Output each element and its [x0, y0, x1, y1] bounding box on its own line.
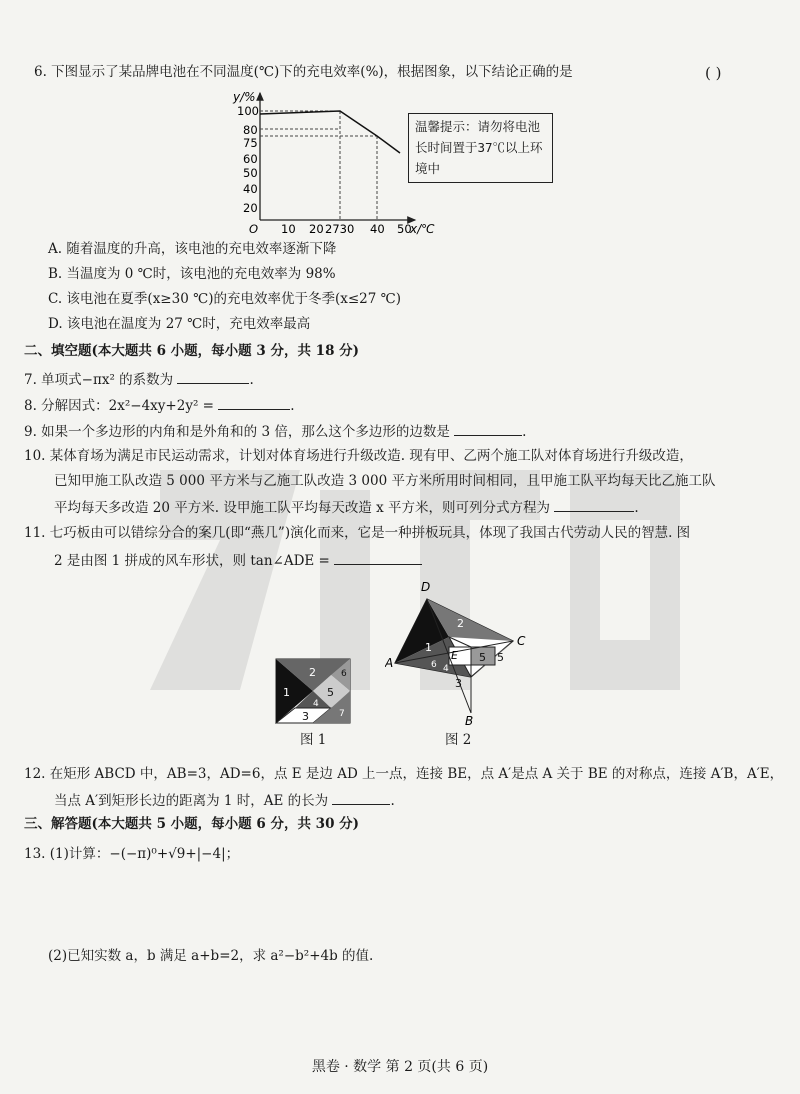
q8-blank[interactable]	[218, 395, 290, 410]
q8: 8. 分解因式：2x²−4xy+2y² = .	[24, 395, 295, 415]
q11-line-1: 11. 七巧板由可以错综分合的案几(即“燕几”)演化而来，它是一种拼板玩具，体现了我国古代劳动人民的智慧. 图	[24, 525, 691, 541]
fig2-piece-3: 3	[455, 677, 462, 690]
x-tick-40: 40	[370, 222, 385, 235]
q7-blank[interactable]	[177, 369, 249, 384]
q12-line-1: 12. 在矩形 ABCD 中，AB=3，AD=6，点 E 是边 AD 上一点，连接 BE，点 A′是点 A 关于 BE 的对称点，连接 A′B，A′E，	[24, 766, 784, 782]
fig1-piece-1: 1	[283, 686, 290, 699]
fig1-caption: 图 1	[300, 732, 327, 748]
q12-line-2-text: 当点 A′到矩形长边的距离为 1 时，AE 的长为	[54, 793, 329, 809]
q6-option-b: B. 当温度为 0 ℃时，该电池的充电效率为 98%	[48, 266, 336, 282]
q6-option-c: C. 该电池在夏季(x≥30 ℃)的充电效率优于冬季(x≤27 ℃)	[48, 291, 401, 307]
y-axis-label: y/%	[233, 90, 256, 104]
q6-option-a: A. 随着温度的升高，该电池的充电效率逐渐下降	[48, 241, 337, 257]
section-2-heading: 二、填空题(本大题共 6 小题，每小题 3 分，共 18 分)	[24, 343, 360, 359]
y-tick-50: 50	[243, 166, 258, 180]
fig2-label-D: D	[421, 580, 431, 594]
q11-line-2	[54, 550, 422, 570]
fig2-label-C: C	[517, 634, 526, 648]
charging-efficiency-chart	[225, 85, 425, 235]
efficiency-curve	[260, 111, 400, 153]
page-footer: 黑卷 · 数学 第 2 页(共 6 页)	[311, 1059, 489, 1075]
x-tick-2730: 2730	[325, 222, 355, 235]
warm-hint-box: 温馨提示：请勿将电池长时间置于37℃以上环境中	[408, 113, 553, 183]
q12-blank[interactable]	[332, 790, 390, 805]
section-3-heading: 三、解答题(本大题共 5 小题，每小题 6 分，共 30 分)	[24, 816, 360, 832]
q6-option-d: D. 该电池在温度为 27 ℃时，充电效率最高	[48, 316, 311, 332]
fig2-piece-1: 1	[425, 641, 432, 654]
y-tick-75: 75	[243, 136, 258, 150]
y-tick-40: 40	[243, 182, 258, 196]
q9-text: 9. 如果一个多边形的内角和是外角和的 3 倍，那么这个多边形的边数是	[24, 424, 450, 440]
q13-part-1: 13. (1)计算：−(−π)⁰+√9+|−4|；	[24, 846, 240, 862]
q7: 7. 单项式−πx² 的系数为 .	[24, 369, 254, 389]
q10-line-2: 已知甲施工队改造 5 000 平方米与乙施工队改造 3 000 平方米所用时间相同，且甲施工队平均每天比乙施工队	[54, 473, 716, 489]
x-tick-10: 10	[281, 222, 296, 235]
fig1-piece-4: 4	[313, 699, 319, 709]
fig2-piece-4: 4	[443, 664, 449, 674]
q10-line-3-text: 平均每天多改造 20 平方米. 设甲施工队平均每天改造 x 平方米，则可列分式方程为	[54, 500, 551, 516]
fig2-piece-2: 2	[457, 617, 464, 630]
q11-line-2-text: 2 是由图 1 拼成的风车形状，则 tan∠ADE =	[54, 553, 330, 569]
fig2-caption: 图 2	[445, 732, 472, 748]
q10-line-1: 10. 某体育场为满足市民运动需求，计划对体育场进行升级改造. 现有甲、乙两个施工队对体育场进行升级改造，	[24, 448, 693, 464]
x-tick-50: 50	[397, 222, 412, 235]
fig2-piece-5b: 5	[497, 651, 504, 664]
windmill-figure-2	[385, 575, 545, 730]
q11-blank[interactable]	[334, 550, 422, 565]
q6-answer-paren: ( )	[705, 64, 722, 82]
fig2-label-B: B	[465, 714, 474, 728]
q7-text: 7. 单项式−πx² 的系数为	[24, 372, 174, 388]
y-tick-20: 20	[243, 201, 258, 215]
q9-blank[interactable]	[454, 421, 522, 436]
q13-part-2: (2)已知实数 a，b 满足 a+b=2，求 a²−b²+4b 的值.	[48, 948, 374, 964]
q9: 9. 如果一个多边形的内角和是外角和的 3 倍，那么这个多边形的边数是 .	[24, 421, 526, 441]
y-tick-60: 60	[243, 152, 258, 166]
y-tick-80: 80	[243, 123, 258, 137]
x-tick-20: 20	[309, 222, 324, 235]
fig1-piece-5: 5	[327, 686, 334, 699]
fig2-piece-6: 6	[431, 660, 437, 670]
q12-line-2: 当点 A′到矩形长边的距离为 1 时，AE 的长为 .	[54, 790, 395, 810]
q10-line-3: 平均每天多改造 20 平方米. 设甲施工队平均每天改造 x 平方米，则可列分式方程为 .	[54, 497, 639, 517]
fig2-label-A: A	[385, 656, 394, 670]
x-axis-label: x/℃	[410, 222, 435, 236]
fig2-piece-5a: 5	[479, 651, 486, 664]
fig2-label-E: E	[451, 649, 458, 662]
q8-text: 8. 分解因式：2x²−4xy+2y² =	[24, 398, 214, 414]
fig1-piece-3: 3	[302, 710, 309, 723]
q6-text: 6. 下图显示了某品牌电池在不同温度(℃)下的充电效率(%)，根据图象，以下结论正确的是	[34, 64, 573, 80]
fig1-piece-2: 2	[309, 666, 316, 679]
tangram-figure-1	[275, 658, 351, 724]
y-tick-100: 100	[237, 104, 259, 118]
fig1-piece-7: 7	[339, 709, 345, 719]
q10-blank[interactable]	[554, 497, 634, 512]
x-axis-label-wrap	[400, 219, 460, 239]
fig1-piece-6: 6	[341, 669, 347, 679]
x-tick-origin: O	[249, 222, 259, 235]
